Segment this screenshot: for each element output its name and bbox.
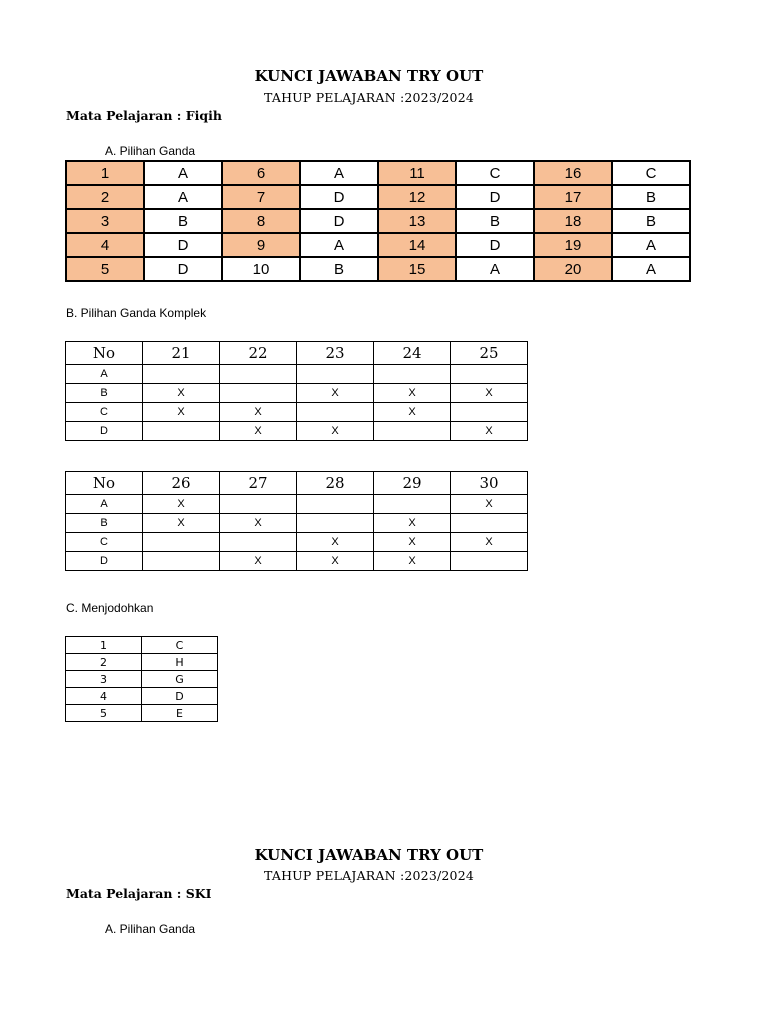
- answer-key: A: [612, 257, 690, 281]
- answer-mark: X: [374, 552, 451, 571]
- table-row: [66, 209, 690, 233]
- answer-key: B: [144, 209, 222, 233]
- school-year: TAHUP PELAJARAN :2023/2024: [264, 90, 474, 105]
- option-label: D: [66, 552, 143, 571]
- answer-key: D: [456, 233, 534, 257]
- answer-mark: X: [451, 384, 528, 403]
- answer-mark: [374, 495, 451, 514]
- answer-mark: X: [143, 495, 220, 514]
- answer-key: D: [142, 688, 218, 705]
- question-number: 11: [378, 161, 456, 185]
- answer-mark: X: [451, 422, 528, 441]
- answer-mark: X: [297, 384, 374, 403]
- page-title: KUNCI JAWABAN TRY OUT: [254, 67, 484, 85]
- answer-mark: X: [374, 514, 451, 533]
- question-number: 7: [222, 185, 300, 209]
- answer-key: G: [142, 671, 218, 688]
- column-header: 29: [374, 472, 451, 495]
- option-label: B: [66, 384, 143, 403]
- table-row: [66, 422, 528, 441]
- answer-mark: X: [451, 495, 528, 514]
- complex-choice-table-1: [65, 341, 528, 441]
- answer-mark: X: [297, 533, 374, 552]
- complex-choice-table-2: [65, 471, 528, 571]
- school-year-ski: TAHUP PELAJARAN :2023/2024: [264, 868, 474, 883]
- column-header: 21: [143, 342, 220, 365]
- question-number: 1: [66, 161, 144, 185]
- answer-mark: X: [220, 552, 297, 571]
- answer-mark: [143, 533, 220, 552]
- column-header: 26: [143, 472, 220, 495]
- answer-mark: [374, 365, 451, 384]
- option-label: A: [66, 495, 143, 514]
- matching-table: [65, 636, 218, 722]
- section-a-label-ski: A. Pilihan Ganda: [105, 922, 196, 936]
- table-row: [66, 654, 218, 671]
- question-number: 5: [66, 705, 142, 722]
- answer-key: B: [612, 209, 690, 233]
- table-row: [66, 637, 218, 654]
- section-b-label: B. Pilihan Ganda Komplek: [66, 306, 207, 320]
- table-row: [66, 552, 528, 571]
- column-header: 30: [451, 472, 528, 495]
- question-number: 15: [378, 257, 456, 281]
- answer-mark: X: [143, 403, 220, 422]
- question-number: 16: [534, 161, 612, 185]
- multiple-choice-table: [65, 160, 691, 282]
- question-number: 1: [66, 637, 142, 654]
- table-row: [66, 671, 218, 688]
- table-row: [66, 688, 218, 705]
- column-header: 22: [220, 342, 297, 365]
- question-number: 12: [378, 185, 456, 209]
- answer-mark: [374, 422, 451, 441]
- question-number: 8: [222, 209, 300, 233]
- answer-mark: [451, 403, 528, 422]
- answer-mark: [451, 365, 528, 384]
- section-c-label: C. Menjodohkan: [66, 601, 154, 615]
- answer-mark: [297, 514, 374, 533]
- answer-mark: X: [297, 422, 374, 441]
- answer-mark: X: [451, 533, 528, 552]
- answer-key: D: [300, 209, 378, 233]
- column-header: 28: [297, 472, 374, 495]
- answer-mark: X: [374, 403, 451, 422]
- table-row: [66, 514, 528, 533]
- table-row: [66, 533, 528, 552]
- question-number: 17: [534, 185, 612, 209]
- column-header: 27: [220, 472, 297, 495]
- answer-key: A: [144, 161, 222, 185]
- table-row: [66, 161, 690, 185]
- answer-mark: X: [220, 422, 297, 441]
- answer-key: D: [144, 233, 222, 257]
- question-number: 18: [534, 209, 612, 233]
- answer-key: C: [456, 161, 534, 185]
- answer-mark: [451, 552, 528, 571]
- answer-mark: [220, 365, 297, 384]
- answer-mark: [220, 495, 297, 514]
- answer-mark: X: [143, 514, 220, 533]
- answer-key: B: [300, 257, 378, 281]
- answer-key: E: [142, 705, 218, 722]
- table-row: [66, 384, 528, 403]
- column-header: 23: [297, 342, 374, 365]
- option-label: C: [66, 533, 143, 552]
- answer-mark: [297, 365, 374, 384]
- answer-mark: X: [220, 403, 297, 422]
- question-number: 19: [534, 233, 612, 257]
- table-row: [66, 403, 528, 422]
- answer-key: B: [456, 209, 534, 233]
- question-number: 4: [66, 233, 144, 257]
- column-header: 25: [451, 342, 528, 365]
- question-number: 6: [222, 161, 300, 185]
- answer-mark: X: [220, 514, 297, 533]
- table-row: [66, 365, 528, 384]
- page-title-ski: KUNCI JAWABAN TRY OUT: [254, 846, 484, 864]
- answer-mark: X: [374, 533, 451, 552]
- answer-mark: X: [143, 384, 220, 403]
- answer-key: A: [300, 161, 378, 185]
- answer-key: D: [456, 185, 534, 209]
- answer-key: B: [612, 185, 690, 209]
- table-row: [66, 257, 690, 281]
- question-number: 2: [66, 185, 144, 209]
- subject-label: Mata Pelajaran : Fiqih: [66, 108, 222, 123]
- question-number: 13: [378, 209, 456, 233]
- answer-mark: X: [297, 552, 374, 571]
- answer-mark: [143, 422, 220, 441]
- table-row: [66, 705, 218, 722]
- option-label: D: [66, 422, 143, 441]
- question-number: 5: [66, 257, 144, 281]
- answer-key: A: [456, 257, 534, 281]
- table-row: [66, 495, 528, 514]
- option-label: C: [66, 403, 143, 422]
- option-label: A: [66, 365, 143, 384]
- answer-key: A: [612, 233, 690, 257]
- answer-mark: [297, 495, 374, 514]
- answer-key: A: [144, 185, 222, 209]
- column-header-no: No: [66, 342, 143, 365]
- subject-label-ski: Mata Pelajaran : SKI: [66, 886, 212, 901]
- answer-mark: [143, 552, 220, 571]
- question-number: 14: [378, 233, 456, 257]
- table-row: [66, 233, 690, 257]
- answer-key: C: [612, 161, 690, 185]
- question-number: 4: [66, 688, 142, 705]
- answer-mark: [220, 384, 297, 403]
- table-header-row: [66, 342, 528, 365]
- answer-mark: [297, 403, 374, 422]
- question-number: 20: [534, 257, 612, 281]
- question-number: 9: [222, 233, 300, 257]
- question-number: 10: [222, 257, 300, 281]
- question-number: 3: [66, 209, 144, 233]
- question-number: 2: [66, 654, 142, 671]
- table-header-row: [66, 472, 528, 495]
- answer-mark: [451, 514, 528, 533]
- answer-key: D: [300, 185, 378, 209]
- table-row: [66, 185, 690, 209]
- option-label: B: [66, 514, 143, 533]
- answer-key: C: [142, 637, 218, 654]
- answer-key: D: [144, 257, 222, 281]
- answer-key: H: [142, 654, 218, 671]
- answer-mark: X: [374, 384, 451, 403]
- answer-key: A: [300, 233, 378, 257]
- column-header: 24: [374, 342, 451, 365]
- answer-mark: [220, 533, 297, 552]
- section-a-label: A. Pilihan Ganda: [105, 144, 196, 158]
- question-number: 3: [66, 671, 142, 688]
- column-header-no: No: [66, 472, 143, 495]
- answer-mark: [143, 365, 220, 384]
